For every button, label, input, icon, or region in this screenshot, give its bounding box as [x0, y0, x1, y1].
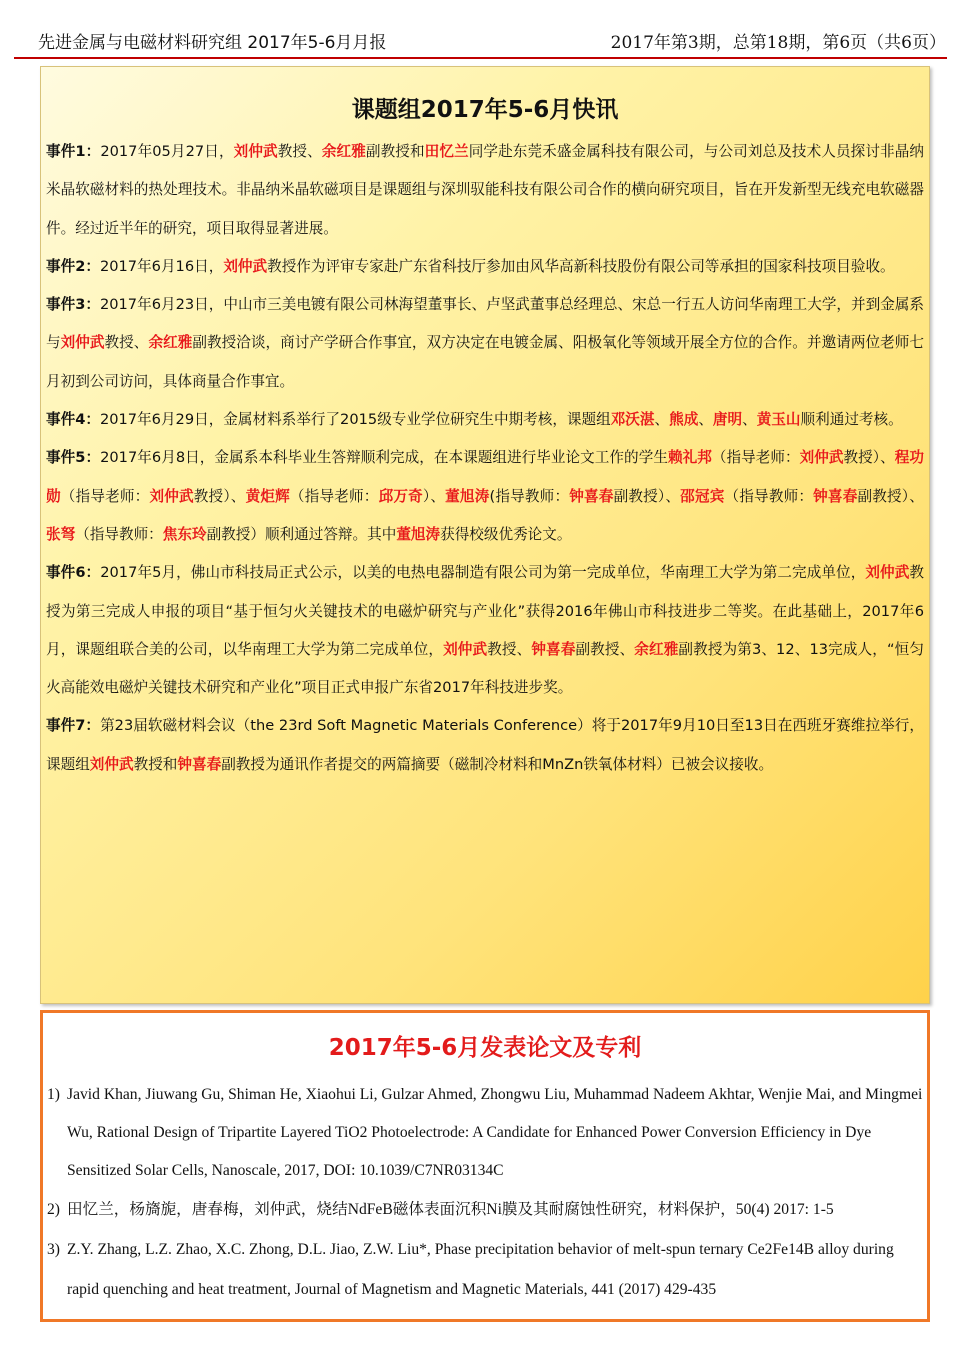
publication-item: [47, 1190, 923, 1230]
person-name: 黄玉山: [756, 411, 801, 429]
event-text: 副教授为通讯作者提交的两篇摘要（磁制冷材料和MnZn铁氧体材料）已被会议接收。: [221, 755, 774, 773]
person-name: 唐明: [712, 411, 743, 429]
event-label: 事件1：: [46, 143, 101, 160]
event-text: 2017年6月29日，金属材料系举行了2015级专业学位研究生中期考核，课题组: [99, 411, 611, 429]
event-item: [46, 133, 924, 248]
event-text: 获得校级优秀论文。: [440, 525, 572, 543]
event-item: [46, 401, 924, 439]
event-list: [46, 133, 924, 784]
event-text: 副教授）、: [613, 487, 681, 505]
person-name: 余红雅: [148, 334, 193, 352]
event-text: 2017年6月8日，金属系本科毕业生答辩顺利完成，在本课题组进行毕业论文工作的学生: [100, 449, 668, 467]
publications-title: 2017年5-6月发表论文及专利: [328, 1035, 642, 1061]
event-text: 教授）、: [193, 487, 246, 505]
publication-item: [47, 1076, 923, 1190]
event-label: 事件2：: [46, 257, 100, 275]
person-name: 邱万奇: [378, 487, 423, 505]
person-name: 余红雅: [634, 640, 679, 658]
event-text: 教授、: [104, 334, 149, 352]
event-text: 、: [654, 411, 670, 429]
event-text: 教授、: [277, 143, 322, 160]
event-item: [46, 707, 924, 784]
event-text: 副教授、: [575, 640, 635, 658]
news-panel: [40, 66, 930, 1004]
event-item: [46, 439, 924, 554]
person-name: 钟喜春: [531, 640, 576, 658]
person-name: 钟喜春: [177, 755, 222, 773]
event-text: 2017年6月16日，: [99, 257, 224, 275]
event-label: 事件4：: [46, 411, 100, 429]
publication-number: 2): [47, 1201, 60, 1218]
event-text: 副教授和: [365, 143, 425, 160]
person-name: 刘仲武: [799, 449, 844, 467]
page-header: [0, 0, 962, 60]
event-item: [46, 286, 924, 401]
event-label: 事件7：: [46, 717, 101, 735]
event-text: 副教授）顺利通过答辩。其中: [206, 525, 397, 543]
event-text: （指导教师：: [75, 525, 163, 543]
person-name: 刘仲武: [60, 334, 105, 352]
event-text: 第23届软磁材料会议（the 23rd Soft Magnetic Materials Conference）将于2017年9月10日至13日在西班牙赛维拉举行，课题组: [46, 717, 925, 773]
event-text: 教授和: [133, 755, 178, 773]
person-name: 邵冠宾: [680, 487, 725, 505]
person-name: 董旭涛: [396, 525, 441, 543]
event-text: 、: [698, 411, 713, 429]
event-label: 事件3：: [46, 296, 100, 314]
person-name: 刘仲武: [233, 143, 278, 160]
person-name: 焦东玲: [162, 525, 207, 543]
publication-number: 1): [47, 1086, 60, 1103]
person-name: 刘仲武: [149, 487, 194, 505]
publication-number: 3): [47, 1241, 60, 1258]
person-name: 赖礼邦: [667, 449, 712, 467]
person-name: 钟喜春: [813, 487, 858, 505]
event-text: 教授作为评审专家赴广东省科技厅参加由风华高新科技股份有限公司等承担的国家科技项目验收。: [267, 257, 895, 275]
person-name: 黄炬辉: [245, 487, 290, 505]
event-text: （指导老师：: [60, 487, 150, 505]
report-title: 先进金属与电磁材料研究组 2017年5-6月月报: [38, 33, 387, 53]
event-text: 2017年05月27日，: [100, 143, 234, 160]
event-label: 事件5：: [46, 449, 101, 467]
event-text: 教授、: [487, 640, 532, 658]
person-name: 熊成: [669, 411, 699, 429]
event-text: 2017年5月，佛山市科技局正式公示，以美的电热电器制造有限公司为第一完成单位，华南理工大学为第二完成单位，: [100, 564, 866, 582]
event-text: 同学赴东莞禾盛金属科技有限公司，与公司刘总及技术人员探讨非晶纳米晶软磁材料的热处理技术。非晶纳米晶软磁项目是课题组与深圳驭能科技有限公司合作的横向研究项目，旨在开发新型无线充电软磁器件。经过近半年的研究，项目取得显著进展。: [46, 143, 924, 237]
event-text: 、: [742, 411, 757, 429]
event-text: 教授）、: [843, 449, 895, 467]
event-text: 副教授）、: [857, 487, 924, 505]
news-title: 课题组2017年5-6月快讯: [351, 97, 619, 123]
event-text: ）、: [422, 487, 446, 505]
event-text: 教授为第三完成人申报的项目“基于恒匀火关键技术的电磁炉研究与产业化”获得2016年佛山市科技进步二等奖。在此基础上，2017年6月，课题组联合美的公司，以华南理工大学为第二完成单位，: [46, 564, 924, 658]
event-text: 2017年6月23日，中山市三美电镀有限公司林海望董事长、卢坚武董事总经理总、宋总一行五人访问华南理工大学，并到金属系与: [46, 296, 925, 352]
person-name: 刘仲武: [223, 257, 268, 275]
publication-text: Z.Y. Zhang, L.Z. Zhao, X.C. Zhong, D.L. Jiao, Z.W. Liu*, Phase precipitation behavior of melt-spun ternary Ce2Fe14B alloy during rapid quenching and heat treatment, Journal of Magnetism and Magnetic Materials, 441 (2017) 429-435: [67, 1241, 894, 1298]
event-text: 副教授为第3、12、13完成人，“恒匀火高能效电磁炉关键技术研究和产业化”项目正式申报广东省2017年科技进步奖。: [46, 640, 924, 697]
event-text: 顺利通过考核。: [800, 411, 903, 429]
event-text: （指导教师：: [724, 487, 814, 505]
event-item: [46, 554, 924, 707]
event-label: 事件6：: [46, 564, 101, 582]
event-text: （指导老师：: [289, 487, 379, 505]
person-name: 刘仲武: [443, 640, 488, 658]
person-name: 钟喜春: [569, 487, 614, 505]
publication-list: [47, 1076, 923, 1310]
person-name: 张弩: [46, 525, 76, 543]
publication-text: 田忆兰，杨旖旎，唐春梅，刘仲武，烧结NdFeB磁体表面沉积Ni膜及其耐腐蚀性研究，材料保护，50(4) 2017: 1-5: [67, 1201, 834, 1218]
publication-item: [47, 1230, 923, 1310]
person-name: 刘仲武: [89, 755, 134, 773]
person-name: 程功勋: [46, 449, 924, 505]
person-name: 田忆兰: [424, 143, 469, 160]
issue-info: 2017年第3期，总第18期，第6页（共6页）: [610, 33, 946, 53]
publications-panel: [40, 1010, 930, 1322]
event-item: [46, 248, 924, 286]
person-name: 余红雅: [321, 143, 366, 160]
header-divider: [14, 57, 947, 59]
person-name: 邓沃湛: [610, 411, 655, 429]
publication-text: Javid Khan, Jiuwang Gu, Shiman He, Xiaohui Li, Gulzar Ahmed, Zhongwu Liu, Muhammad Nadeem Akhtar, Wenjie Mai, and Mingmei Wu, Rational Design of Tripartite Layered TiO2 Photoelectrode: A Candidate for Enhanced Power Conversion Efficiency in Dye Sensitized Solar Cells, Nanoscale, 2017, DOI: 10.1039/C7NR03134C: [67, 1086, 923, 1179]
event-text: 副教授洽谈，商讨产学研合作事宜，双方决定在电镀金属、阳极氧化等领域开展全方位的合作。并邀请两位老师七月初到公司访问，具体商量合作事宜。: [46, 334, 924, 390]
event-text: （指导老师：: [711, 449, 800, 467]
event-text: (指导教师：: [489, 487, 570, 505]
person-name: 刘仲武: [865, 564, 910, 582]
person-name: 董旭涛: [445, 487, 490, 505]
